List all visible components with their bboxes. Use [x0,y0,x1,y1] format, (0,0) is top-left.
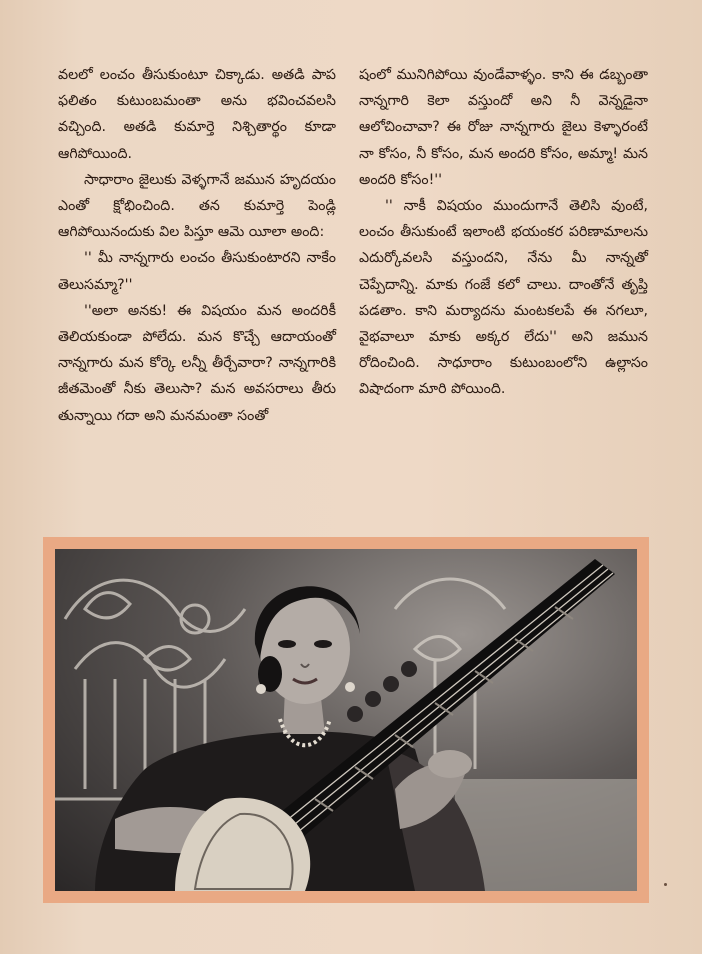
photo-woman-playing-sitar-icon [55,549,637,891]
paragraph: షంలో మునిగిపోయి వుండేవాళ్ళం. కాని ఈ డబ్బంతా నాన్నగారి కెలా వస్తుందో అని నీ వెన్నడైనా ఆలోచించావా? ఈ రోజు నాన్నగారు జైలు కెళ్ళారంటే నా కోసం, నీ కోసం, మన అందరి కోసం, అమ్మా! మన అందరి కోసం!'' [359,67,648,188]
paragraph: '' మీ నాన్నగారు లంచం తీసుకుంటారని నాకేం తెలుసమ్మా?'' [58,250,336,293]
paragraph: వలలో లంచం తీసుకుంటూ చిక్కాడు. అతడి పాప ఫలితం కుటుంబమంతా అను భవించవలసి వచ్చింది. అతడి కుమార్తె నిశ్చితార్థం కూడా ఆగిపోయింది. [58,67,336,162]
text-column-left [58,62,336,429]
text-column-right [359,62,648,403]
page-speck [664,883,667,886]
photo-illustration [55,549,637,891]
paragraph: ''అలా అనకు! ఈ విషయం మన అందరికీ తెలియకుండా పోలేదు. మన కొచ్చే ఆదాయంతో నాన్నగారు మన కోర్కె లన్నీ తీర్చేవారా? నాన్నగారికి జీతమెంతో నీకు తెలుసా? మన అవసరాలు తీరు తున్నాయి గదా అని మనమంతా సంతో [58,302,336,424]
photo-frame [43,537,649,903]
paragraph: '' నాకీ విషయం ముందుగానే తెలిసి వుంటే, లంచం తీసుకుంటే ఇలాంటి భయంకర పరిణామాలను ఎదుర్కోవలసి వస్తుందని, నేను మీ నాన్నతో చెప్పేదాన్ని. మాకు గంజే కలో చాలు. దాంతోనే తృప్తి పడతాం. కాని మర్యాదను మంటకలపే ఈ నగలూ, వైభవాలూ మాకు అక్కర లేదు'' అని జమున రోదించింది. సాధూరాం కుటుంబంలోని ఉల్లాసం విషాదంగా మారి పోయింది. [359,198,648,398]
paragraph: సాధారాం జైలుకు వెళ్ళగానే జమున హృదయం ఎంతో క్షోభించింది. తన కుమార్తె పెండ్లి ఆగిపోయినందుకు విల పిస్తూ ఆమె యీలా అంది: [58,171,336,241]
